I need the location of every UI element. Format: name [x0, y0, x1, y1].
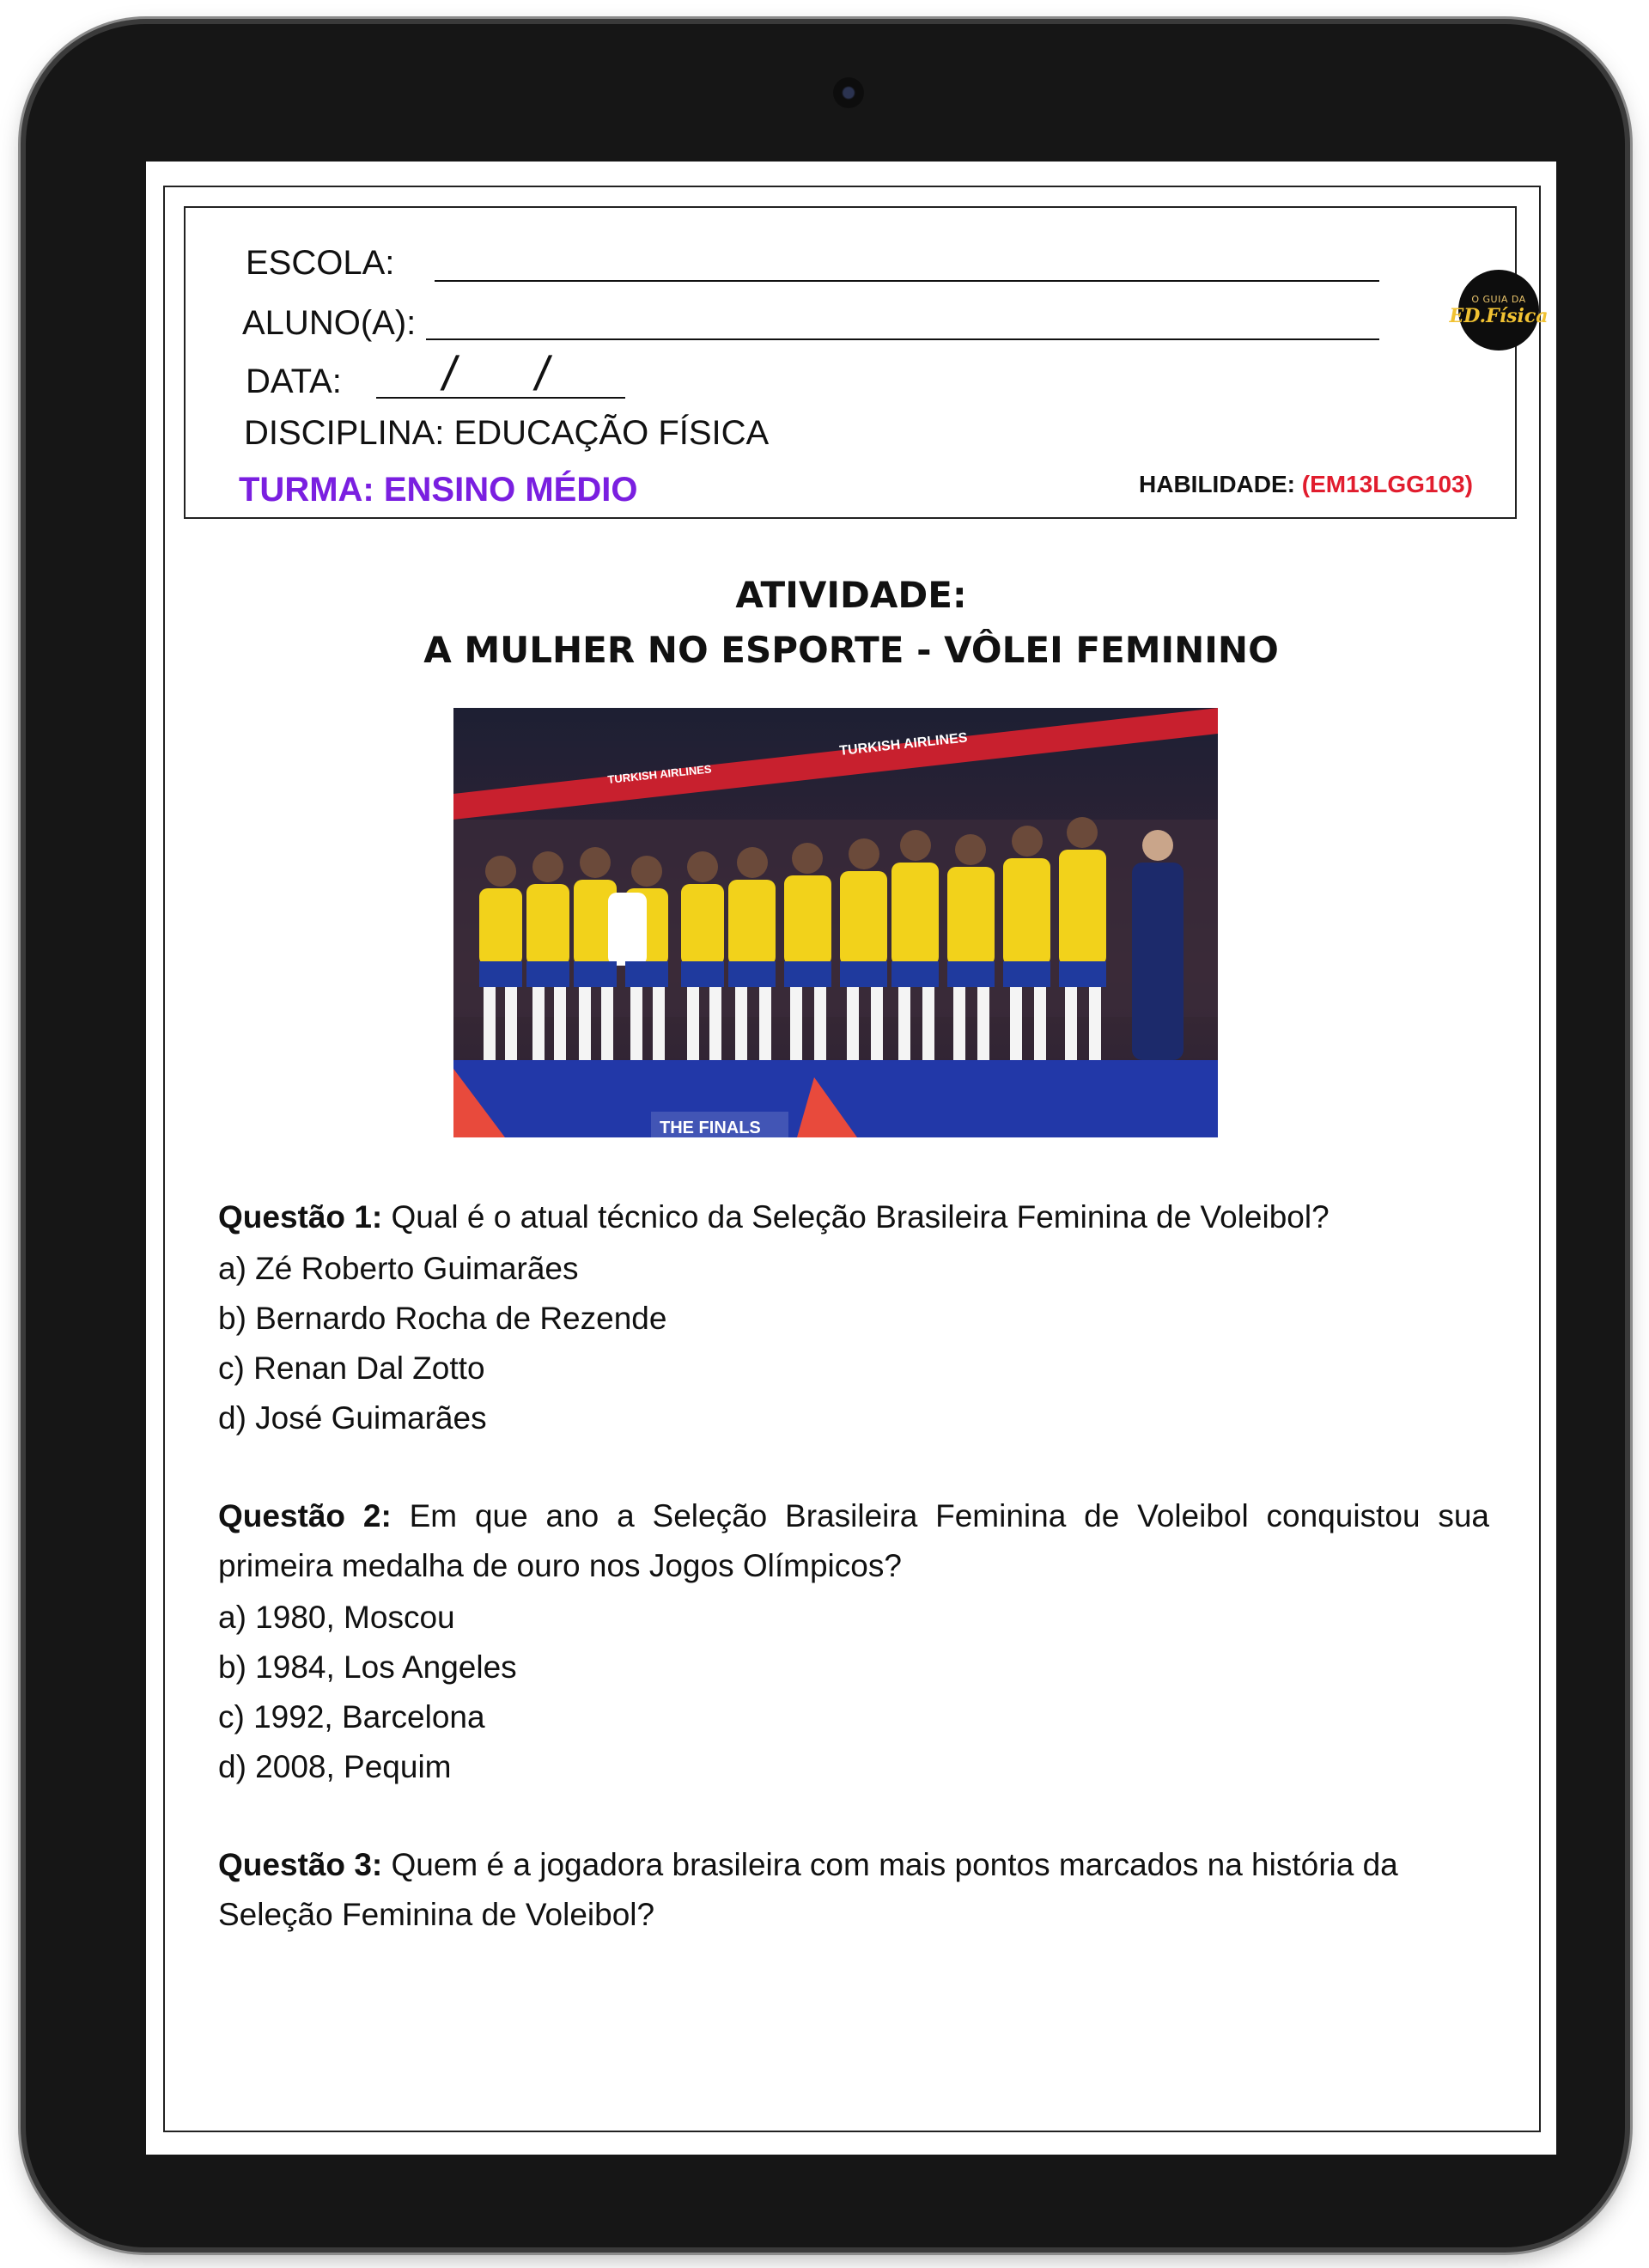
banner-text: TURKISH AIRLINES	[838, 730, 969, 759]
logo	[1449, 270, 1549, 351]
team-photo	[453, 708, 1218, 1137]
turma-text: TURMA: ENSINO MÉDIO	[239, 471, 638, 509]
question-2-label: Questão 2:	[218, 1498, 392, 1533]
activity-title: ATIVIDADE:	[735, 574, 967, 616]
question-1-label: Questão 1:	[218, 1199, 383, 1235]
question-1-text: Qual é o atual técnico da Seleção Brasileira Feminina de Voleibol?	[391, 1199, 1330, 1235]
question-3-label: Questão 3:	[218, 1847, 383, 1882]
question-2-option-c[interactable]: c) 1992, Barcelona	[218, 1699, 485, 1735]
logo-top-text: O GUIA DA	[1471, 293, 1526, 305]
logo-main-text: ED.Física	[1449, 304, 1549, 327]
team-photo-illustration	[453, 708, 1218, 1137]
document-page[interactable]	[146, 162, 1556, 2155]
habilidade-code: (EM13LGG103)	[1301, 471, 1473, 497]
aluno-line[interactable]	[426, 338, 1379, 340]
data-label: DATA:	[246, 363, 342, 400]
aluno-label: ALUNO(A):	[242, 304, 417, 342]
date-slash: /	[438, 346, 462, 400]
escola-line[interactable]	[435, 280, 1379, 282]
activity-subtitle: A MULHER NO ESPORTE - VÔLEI FEMININO	[423, 629, 1279, 671]
habilidade-label: HABILIDADE:	[1139, 471, 1295, 497]
question-3-text: Quem é a jogadora brasileira com mais pontos marcados na história da Seleção Feminina de Voleibol?	[218, 1847, 1398, 1932]
question-2-option-b[interactable]: b) 1984, Los Angeles	[218, 1649, 517, 1685]
date-slash: /	[531, 346, 555, 400]
question-2	[218, 1491, 1489, 1591]
question-3	[218, 1840, 1489, 1940]
escola-label: ESCOLA:	[246, 244, 395, 282]
question-2-option-d[interactable]: d) 2008, Pequim	[218, 1749, 452, 1784]
question-1-option-a[interactable]: a) Zé Roberto Guimarães	[218, 1251, 579, 1286]
habilidade	[1139, 471, 1473, 498]
camera-icon	[833, 77, 864, 108]
question-1-option-b[interactable]: b) Bernardo Rocha de Rezende	[218, 1301, 667, 1336]
question-1	[218, 1192, 1489, 1242]
date-line[interactable]	[376, 397, 625, 399]
disciplina-text: DISCIPLINA: EDUCAÇÃO FÍSICA	[244, 414, 770, 452]
question-2-text: Em que ano a Seleção Brasileira Feminina de Voleibol conquistou sua primeira medalha de ouro nos Jogos Olímpicos?	[218, 1498, 1490, 1583]
banner-text: TURKISH AIRLINES	[606, 762, 713, 786]
question-1-option-d[interactable]: d) José Guimarães	[218, 1400, 487, 1436]
podium-text: THE FINALS	[660, 1119, 761, 1137]
question-1-option-c[interactable]: c) Renan Dal Zotto	[218, 1350, 485, 1386]
tablet-frame	[26, 24, 1625, 2247]
question-2-option-a[interactable]: a) 1980, Moscou	[218, 1600, 455, 1635]
